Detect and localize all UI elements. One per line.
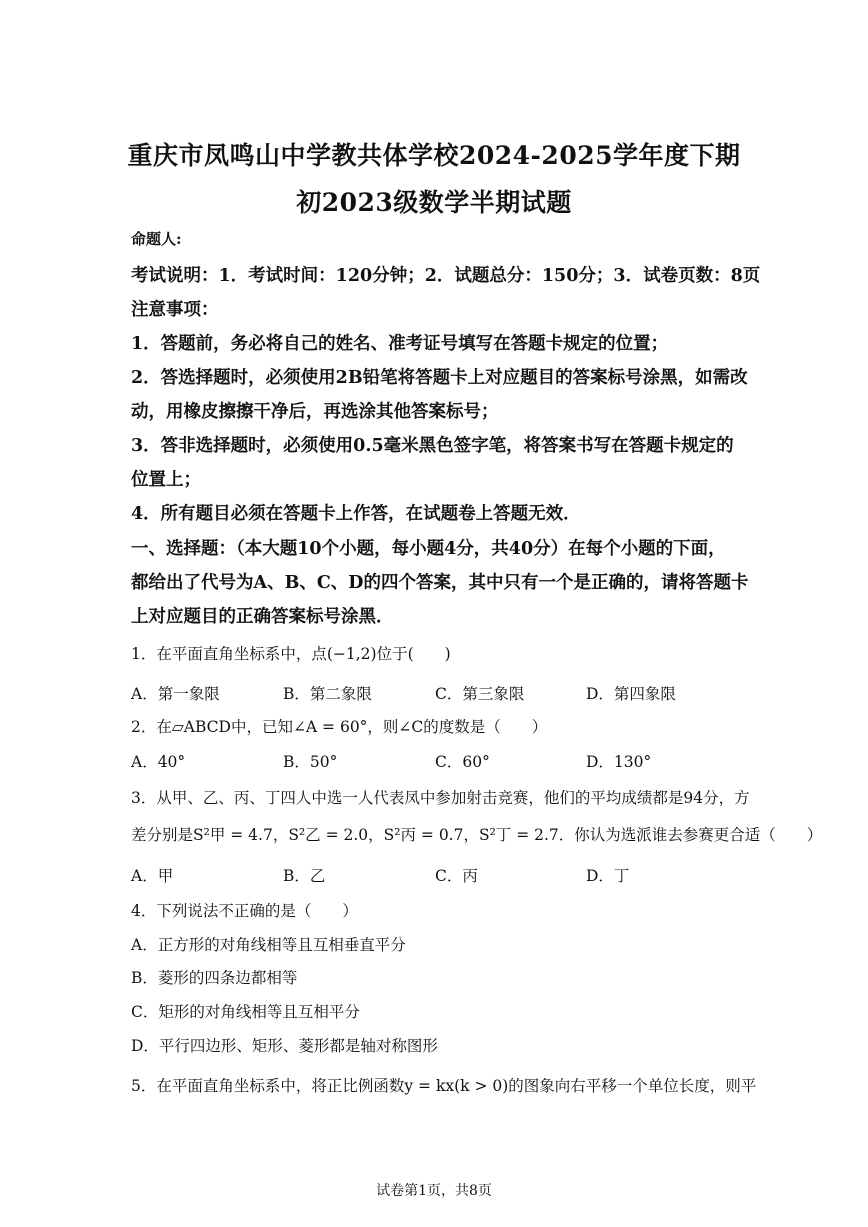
exam-info: 考试说明：1．考试时间：120分钟；2．试题总分：150分；3．试卷页数：8页 [131, 266, 761, 286]
q3-option-b: B．乙 [283, 867, 326, 885]
q3-option-c: C．丙 [435, 867, 478, 885]
section1-line2: 都给出了代号为A、B、C、D的四个答案，其中只有一个是正确的，请将答题卡 [131, 573, 749, 593]
q1-option-d: D．第四象限 [586, 685, 676, 703]
q4-stem: 4．下列说法不正确的是（ ） [131, 902, 358, 920]
q2-option-d: D．130° [586, 753, 652, 771]
q1-stem: 1．在平面直角坐标系中，点(−1,2)位于( ) [131, 645, 451, 663]
q4-option-c: C．矩形的对角线相等且互相平分 [131, 1003, 360, 1021]
note-1: 1．答题前，务必将自己的姓名、准考证号填写在答题卡规定的位置； [131, 334, 669, 354]
exam-title-line2: 初2023级数学半期试题 [296, 188, 572, 217]
q1-option-b: B．第二象限 [283, 685, 372, 703]
q2-option-b: B．50° [283, 753, 338, 771]
author-label: 命题人: [131, 230, 182, 248]
note-4: 4．所有题目必须在答题卡上作答，在试题卷上答题无效． [131, 504, 581, 524]
note-3b: 位置上； [131, 470, 201, 490]
q5-stem: 5．在平面直角坐标系中，将正比例函数y = kx(k > 0)的图象向右平移一个单位长度，则平 [131, 1077, 757, 1095]
q3-option-a: A．甲 [131, 867, 174, 885]
note-2b: 动，用橡皮擦擦干净后，再选涂其他答案标号； [131, 402, 499, 422]
q4-option-d: D．平行四边形、矩形、菱形都是轴对称图形 [131, 1037, 438, 1055]
note-2a: 2．答选择题时，必须使用2B铅笔将答题卡上对应题目的答案标号涂黑，如需改 [131, 368, 748, 388]
section1-line3: 上对应题目的正确答案标号涂黑． [131, 607, 394, 627]
q1-option-a: A．第一象限 [131, 685, 220, 703]
q4-option-b: B．菱形的四条边都相等 [131, 969, 298, 987]
q3-option-d: D．丁 [586, 867, 630, 885]
q3-stem-line2: 差分别是S²甲 = 4.7，S²乙 = 2.0，S²丙 = 0.7，S²丁 = 2.7．你认为选派谁去参赛更合适（ ） [131, 826, 823, 844]
section1-line1: 一、选择题：（本大题10个小题，每小题4分，共40分）在每个小题的下面， [131, 539, 726, 559]
page-footer: 试卷第1页，共8页 [376, 1183, 492, 1199]
q3-stem-line1: 3．从甲、乙、丙、丁四人中选一人代表凤中参加射击竞赛，他们的平均成绩都是94分，方 [131, 789, 750, 807]
q2-option-a: A．40° [131, 753, 186, 771]
q2-option-c: C．60° [435, 753, 490, 771]
q1-option-c: C．第三象限 [435, 685, 525, 703]
q4-option-a: A．正方形的对角线相等且互相垂直平分 [131, 936, 406, 954]
q2-stem: 2．在▱ABCD中，已知∠A = 60°，则∠C的度数是（ ） [131, 718, 548, 736]
exam-title-line1: 重庆市凤鸣山中学教共体学校2024-2025学年度下期 [127, 141, 741, 170]
note-3a: 3．答非选择题时，必须使用0.5毫米黑色签字笔，将答案书写在答题卡规定的 [131, 436, 734, 456]
notes-heading: 注意事项： [131, 300, 219, 320]
